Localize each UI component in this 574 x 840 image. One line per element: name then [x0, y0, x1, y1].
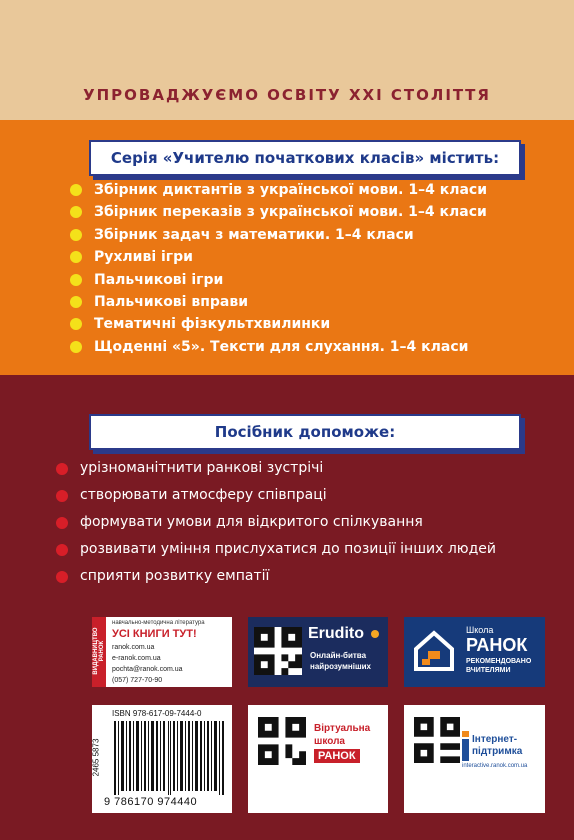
virtual-school-card: [248, 705, 388, 813]
list-item: створювати атмосферу співпраці: [56, 482, 496, 509]
bullet-icon: [56, 571, 68, 583]
bullet-icon: [56, 490, 68, 502]
publisher-card: [92, 617, 232, 687]
info-icon: [462, 739, 469, 761]
helps-list: [56, 455, 496, 590]
publisher-shop: e-ranok.com.ua: [112, 655, 161, 662]
list-item: Рухливі ігри: [70, 246, 487, 268]
support-line1: Інтернет-: [472, 734, 518, 745]
qr-code-icon: [414, 717, 460, 763]
list-item: Збірник задач з математики. 1–4 класи: [70, 224, 487, 246]
list-item: Збірник переказів з української мови. 1–4 класи: [70, 201, 487, 223]
publisher-site: ranok.com.ua: [112, 644, 155, 651]
school-line2: РЕКОМЕНДОВАНО: [466, 658, 532, 665]
helps-header: Посібник допоможе:: [89, 414, 521, 450]
info-dot-icon: [462, 731, 469, 737]
list-item: Щоденні «5». Тексти для слухання. 1–4 класи: [70, 336, 487, 358]
bullet-icon: [70, 296, 82, 308]
series-header: Серія «Учителю початкових класів» містить:: [89, 140, 521, 176]
publisher-phone: (057) 727-70-90: [112, 677, 163, 684]
barcode-side-number: 2465 5873: [91, 738, 101, 777]
bullet-icon: [70, 318, 82, 330]
erudito-line2: найрозумніших: [310, 662, 371, 671]
school-brand: РАНОК: [466, 635, 528, 655]
virtual-brand: РАНОК: [314, 749, 360, 763]
bullet-icon: [70, 184, 82, 196]
school-line3: ВЧИТЕЛЯМИ: [466, 667, 511, 674]
qr-code-icon: [254, 627, 302, 675]
school-card: [404, 617, 545, 687]
virtual-line1: Віртуальна: [314, 723, 371, 734]
virtual-line2: школа: [314, 736, 345, 747]
support-card: [404, 705, 545, 813]
bullet-icon: [70, 251, 82, 263]
support-line2: підтримка: [472, 746, 523, 757]
barcode-icon: [114, 721, 226, 795]
barcode-card: [92, 705, 232, 813]
bullet-icon: [56, 544, 68, 556]
list-item: розвивати уміння прислухатися до позиції інших людей: [56, 536, 496, 563]
publisher-subtitle: навчально-методична література: [112, 620, 205, 626]
tagline: УПРОВАДЖУЄМО ОСВІТУ XXI СТОЛІТТЯ: [83, 86, 491, 104]
school-line1: Школа: [466, 625, 494, 635]
bullet-icon: [70, 274, 82, 286]
bullet-icon: [70, 229, 82, 241]
list-item: Збірник диктантів з української мови. 1–4 класи: [70, 179, 487, 201]
bullet-icon: [70, 341, 82, 353]
bullet-icon: [56, 517, 68, 529]
bullet-icon: [56, 463, 68, 475]
publisher-vertical-label: ВИДАВНИЦТВО РАНОК: [93, 627, 105, 675]
list-item: Пальчикові вправи: [70, 291, 487, 313]
barcode-number: 9 786170 974440: [104, 796, 198, 808]
erudito-line1: Онлайн-битва: [310, 651, 367, 660]
publisher-email: pochta@ranok.com.ua: [112, 666, 183, 673]
erudito-brand: Erudito: [308, 625, 364, 642]
school-logo-icon: [412, 629, 456, 673]
bullet-icon: [70, 206, 82, 218]
qr-code-icon: [258, 717, 306, 765]
list-item: сприяти розвитку емпатії: [56, 563, 496, 590]
erudito-dot-icon: [371, 630, 379, 638]
list-item: Тематичні фізкультхвилинки: [70, 313, 487, 335]
list-item: урізноманітнити ранкові зустрічі: [56, 455, 496, 482]
isbn-label: ISBN 978-617-09-7444-0: [112, 709, 202, 718]
list-item: формувати умови для відкритого спілкування: [56, 509, 496, 536]
list-item: Пальчикові ігри: [70, 269, 487, 291]
support-site: interactive.ranok.com.ua: [462, 763, 528, 769]
erudito-card: [248, 617, 388, 687]
series-list: [70, 179, 487, 358]
publisher-headline: УСІ КНИГИ ТУТ!: [112, 628, 197, 640]
